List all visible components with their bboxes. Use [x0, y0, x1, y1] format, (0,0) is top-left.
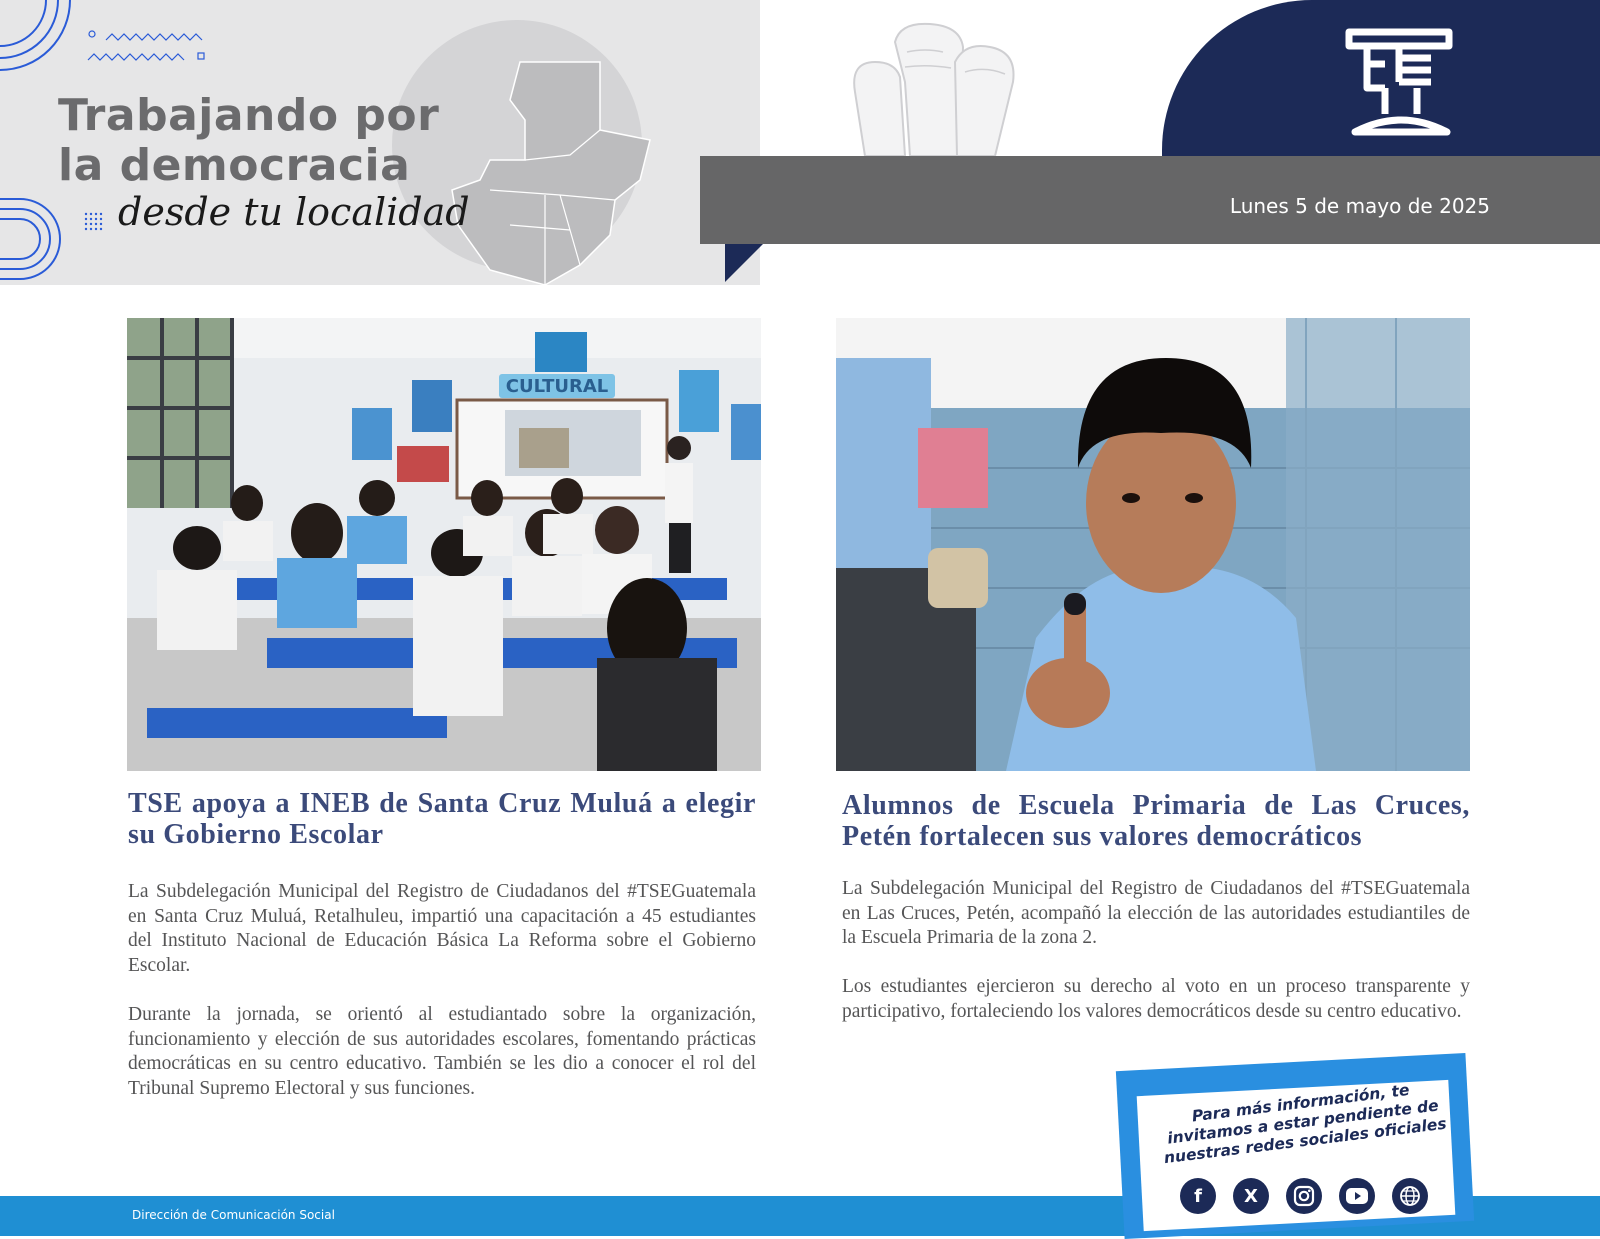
article-1-photo [127, 318, 761, 771]
web-icon[interactable] [1392, 1178, 1428, 1214]
header-navy-triangle [725, 244, 763, 282]
classroom-banner: CULTURAL [505, 376, 609, 397]
article-2-paragraph-2: Los estudiantes ejercieron su derecho al voto en un proceso transparente y participativo, fortaleciendo los valores democráticos desde su centro educativo. [842, 976, 1470, 1022]
guatemala-map [450, 60, 660, 290]
article-2-headline: Alumnos de Escuela Primaria de Las Cruces, Petén fortalecen sus valores democráticos [842, 790, 1470, 852]
header-title-script: desde tu localidad [118, 190, 470, 234]
decorative-zigzag [86, 26, 216, 66]
youtube-icon[interactable] [1339, 1178, 1375, 1214]
article-1-headline: TSE apoya a INEB de Santa Cruz Muluá a elegir su Gobierno Escolar [128, 788, 756, 850]
decorative-arcs-left [0, 195, 70, 285]
social-message: Para más información, te invitamos a estar pendiente de nuestras redes sociales oficiales [1162, 1080, 1448, 1168]
article-1-paragraph-2: Durante la jornada, se orientó al estudiantado sobre la organización, funcionamiento y elección de sus autoridades escolares, fomentando prácticas democráticas en su centro educativo. También se les dio a conocer el rol del Tribunal Supremo Electoral y sus funciones. [128, 1004, 756, 1099]
header-date: Lunes 5 de mayo de 2025 [1229, 194, 1490, 218]
tse-logo [1345, 28, 1457, 140]
article-1-paragraph-1: La Subdelegación Municipal del Registro de Ciudadanos del #TSEGuatemala en Santa Cruz Muluá, Retalhuleu, impartió una capacitación a 45 estudiantes del Instituto Nacional de Educación Básica La Reforma sobre el Gobierno Escolar. [128, 881, 756, 976]
x-icon[interactable]: X [1233, 1178, 1269, 1214]
instagram-icon[interactable] [1286, 1178, 1322, 1214]
raised-fists-illustration [845, 22, 1025, 156]
decorative-arcs-top [0, 0, 80, 80]
header-title-line-1: Trabajando por [58, 90, 440, 141]
header-title-line-2: la democracia [58, 140, 411, 191]
footer-text: Dirección de Comunicación Social [132, 1208, 335, 1222]
article-2-paragraph-1: La Subdelegación Municipal del Registro de Ciudadanos del #TSEGuatemala en Las Cruces, Petén, acompañó la elección de las autoridades estudiantiles de la Escuela Primaria de la zona 2. [842, 878, 1470, 948]
facebook-icon[interactable]: f [1180, 1178, 1216, 1214]
article-2-photo [836, 318, 1470, 771]
decorative-dot-grid [84, 212, 104, 232]
